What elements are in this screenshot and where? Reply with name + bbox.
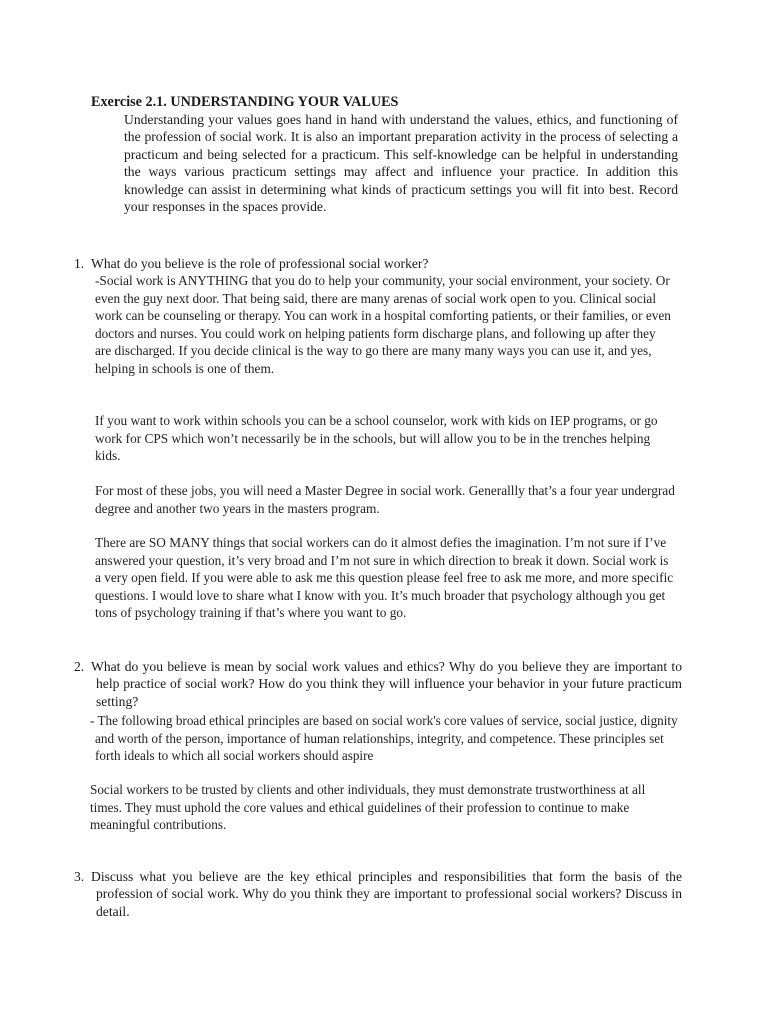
- question-2-answer-2: Social workers to be trusted by clients and other individuals, they must demonstrate trustworthiness at all times. They must uphold the core values and ethical guidelines of their profession to continue to make meaningful contributions.: [90, 782, 646, 833]
- intro-paragraph: Understanding your values goes hand in hand with understand the values, ethics, and functioning of the profession of social work. It is also an important preparation activity in the process of selecting a practicum and being selected for a practicum. This self-knowledge can be helpful in understanding the ways various practicum settings may affect and influence your practice. In addition this knowledge can assist in determining what kinds of practicum settings you will fit into best. Record your responses in the spaces provide.: [124, 112, 678, 215]
- exercise-title: Exercise 2.1. UNDERSTANDING YOUR VALUES: [91, 94, 399, 110]
- question-3-text: Discuss what you believe are the key ethical principles and responsibilities that form the basis of the profession of social work. Why do you think they are important to professional social workers? Discuss in detail.: [91, 869, 682, 919]
- question-2-text: What do you believe is mean by social work values and ethics? Why do you believe they are important to help practice of social work? How do you think they will influence your behavior in your future practicum setting?: [91, 659, 682, 709]
- question-1-answer-3: For most of these jobs, you will need a Master Degree in social work. Generallly that’s a four year undergrad degree and another two years in the masters program.: [95, 483, 675, 516]
- question-1-answer-4: There are SO MANY things that social workers can do it almost defies the imagination. I’m not sure if I’ve answered your question, it’s very broad and I’m not sure in which direction to break it down. Social work is a very open field. If you were able to ask me this question please feel free to ask me more, and more specific questions. I would love to share what I know with you. It’s much broader that psychology although you get tons of psychology training if that’s where you want to go.: [95, 535, 674, 620]
- question-2-answer-1: - The following broad ethical principles are based on social work's core values of service, social justice, dignity and worth of the person, importance of human relationships, integrity, and competence. These principles set forth ideals to which all social workers should aspire: [90, 713, 678, 764]
- question-1-number: 1.: [74, 256, 85, 271]
- question-2-number: 2.: [74, 659, 85, 674]
- question-1-text: What do you believe is the role of professional social worker?: [91, 256, 429, 271]
- question-1-answer-2: If you want to work within schools you can be a school counselor, work with kids on IEP programs, or go work for CPS which won’t necessarily be in the schools, but will allow you to be in the trenches helping kids.: [95, 413, 658, 463]
- question-1-answer-1: -Social work is ANYTHING that you do to help your community, your social environment, your society. Or even the guy next door. That being said, there are many arenas of social work open to you. Clinical social work can be counseling or therapy. You can work in a hospital comforting patients, or their families, or even doctors and nurses. You could work on helping patients form discharge plans, and following up after they are discharged. If you decide clinical is the way to go there are many many ways you can use it, and yes, helping in schools is one of them.: [95, 273, 671, 376]
- question-3-number: 3.: [74, 869, 85, 884]
